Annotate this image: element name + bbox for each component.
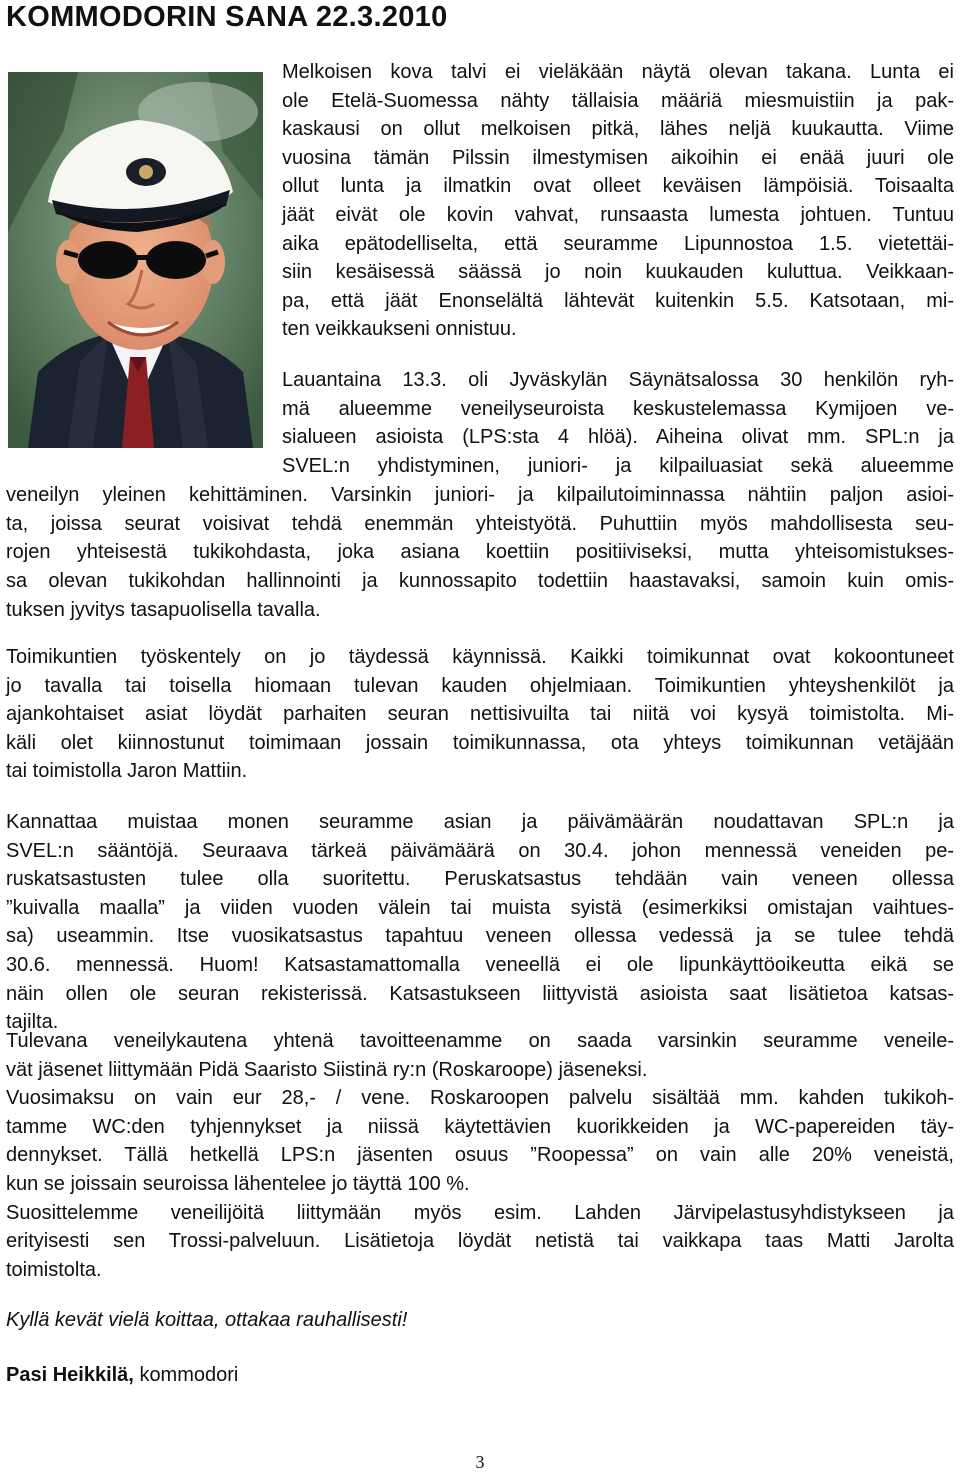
meeting-paragraph-narrow [282, 366, 954, 481]
text-line: 30.6. mennessä. Huom! Katsastamattomalla veneellä ei ole lipunkäyttöoikeutta eikä se [6, 953, 954, 976]
text-line: rojen yhteisestä tukikohdasta, joka asiana koettiin positiiviseksi, mutta yhteisomistukses- [6, 541, 954, 564]
inspection-paragraph [6, 808, 954, 1037]
text-line: ruskatsastusten tulee olla suoritettu. Peruskatsastus tehdään vain veneen ollessa [6, 868, 954, 891]
text-line: veneilyn yleinen kehittäminen. Varsinkin juniori- ja kilpailutoiminnassa nähtiin paljon asioi- [6, 484, 954, 506]
text-line: ollut lunta ja ilmatkin ovat olleet keväisen lämpöisiä. Toisaalta [282, 175, 954, 198]
text-line: ole Etelä-Suomessa nähty tällaisia määriä miesmuistiin ja pak- [282, 89, 954, 112]
text-line: Suosittelemme veneilijöitä liittymään myös esim. Lahden Järvipelastusyhdistykseen ja [6, 1201, 954, 1224]
text-line: näin ollen ole seuran rekisterissä. Katsastukseen liittyvistä asioista saat lisätietoa katsas- [6, 982, 954, 1005]
text-line: kaskausi on ollut melkoisen pitkä, lähes neljä kuukautta. Viime [282, 118, 954, 141]
text-line: ten veikkaukseni onnistuu. [282, 318, 517, 341]
text-line: jo tavalla tai toisella hiomaan tulevan kauden ohjelmiaan. Toimikuntien yhteyshenkilöt ja [6, 674, 954, 697]
text-line: tamme WC:den tyhjennykset ja niissä käytettävien kuorikkeiden ja WC-papereiden täy- [6, 1115, 954, 1138]
text-line: jäät eivät ole kovin vahvat, runsaasta lumesta johtuen. Tuntuu [282, 203, 954, 226]
closing-line: Kyllä kevät vielä koittaa, ottakaa rauhallisesti! [6, 1309, 408, 1331]
text-line: SVEL:n yhdistyminen, juniori- ja kilpailuasiat sekä alueemme [282, 455, 954, 478]
text-line: Melkoisen kova talvi ei vieläkään näytä olevan takana. Lunta ei [282, 61, 954, 83]
text-line: aika epätodelliselta, että seuramme Lipunnostoa 1.5. vietettäi- [282, 232, 954, 255]
text-line: vuosina tämän Pilssin ilmestymisen aikoihin ei enää juuri ole [282, 146, 954, 169]
text-line: tai toimistolla Jaron Mattiin. [6, 760, 248, 783]
text-line: vät jäsenet liittymään Pidä Saaristo Siistinä ry:n (Roskaroope) jäseneksi. [6, 1058, 648, 1081]
text-line: Tulevana veneilykautena yhtenä tavoitteenamme on saada varsinkin seuramme veneile- [6, 1030, 954, 1052]
meeting-paragraph-wide [6, 481, 954, 625]
text-line: ajankohtaiset asiat löydät parhaiten seuran nettisivuilta tai niitä voi kysyä toimistolta. Mi- [6, 703, 954, 726]
text-line: Toimikuntien työskentely on jo täydessä käynnissä. Kaikki toimikunnat ovat kokoontuneet [6, 646, 954, 668]
text-line: tuksen jyvitys tasapuolisella tavalla. [6, 598, 321, 621]
signature [6, 1361, 238, 1389]
page-title: KOMMODORIN SANA 22.3.2010 [6, 1, 448, 33]
text-line: käli olet kiinnostunut toimimaan jossain toimikunnassa, ota yhteys toimikunnan vetäjään [6, 731, 954, 754]
text-line: ta, joissa seurat voisivat tehdä enemmän yhteistyötä. Puhuttiin myös mahdollisesta seu- [6, 512, 954, 535]
text-line: pa, että jäät Enonselältä lähtevät kuitenkin 5.5. Katsotaan, mi- [282, 289, 954, 312]
text-line: Kannattaa muistaa monen seuramme asian ja päivämäärän noudattavan SPL:n ja [6, 811, 954, 833]
signature-name: Pasi Heikkilä, [6, 1364, 134, 1386]
commodore-portrait-photo [8, 72, 263, 448]
text-line: sa olevan tukikohdan hallinnointi ja kunnossapito todettiin haastavaksi, samoin kuin omis- [6, 570, 954, 593]
roskaroope-paragraph [6, 1027, 954, 1284]
text-line: toimistolta. [6, 1258, 102, 1281]
intro-paragraph [282, 58, 954, 344]
text-line: SVEL:n sääntöjä. Seuraava tärkeä päivämäärä on 30.4. johon mennessä veneiden pe- [6, 839, 954, 862]
portrait-illustration [8, 72, 263, 448]
text-line: ”kuivalla maalla” ja viiden vuoden välein tai muista syistä (esimerkiksi omistajan vaihtues- [6, 896, 954, 919]
text-line: tajilta. [6, 1011, 59, 1034]
text-line: kun se joissain seuroissa lähentelee jo täyttä 100 %. [6, 1172, 470, 1195]
text-line: siin kesäisessä säässä jo noin kuukauden kuluttua. Veikkaan- [282, 261, 954, 284]
text-line: Lauantaina 13.3. oli Jyväskylän Säynätsalossa 30 henkilön ryh- [282, 369, 954, 391]
text-line: erityisesti sen Trossi-palveluun. Lisätietoja löydät netistä tai vaikkapa taas Matti Jarolta [6, 1230, 954, 1253]
page-number: 3 [475, 1452, 485, 1472]
text-line: sialueen asioista (LPS:sta 4 hlöä). Aiheina olivat mm. SPL:n ja [282, 426, 954, 449]
text-line: mä alueemme veneilyseuroista keskustelemassa Kymijoen ve- [282, 397, 954, 420]
text-line: dennykset. Tällä hetkellä LPS:n jäsenten osuus ”Roopessa” on vain alle 20% veneistä, [6, 1144, 954, 1167]
signature-role: kommodori [139, 1364, 239, 1386]
committees-paragraph [6, 643, 954, 786]
text-line: Vuosimaksu on vain eur 28,- / vene. Roskaroopen palvelu sisältää mm. kahden tukikoh- [6, 1087, 954, 1110]
text-line: sa) useammin. Itse vuosikatsastus tapahtuu veneen ollessa vedessä ja se tulee tehdä [6, 925, 954, 948]
